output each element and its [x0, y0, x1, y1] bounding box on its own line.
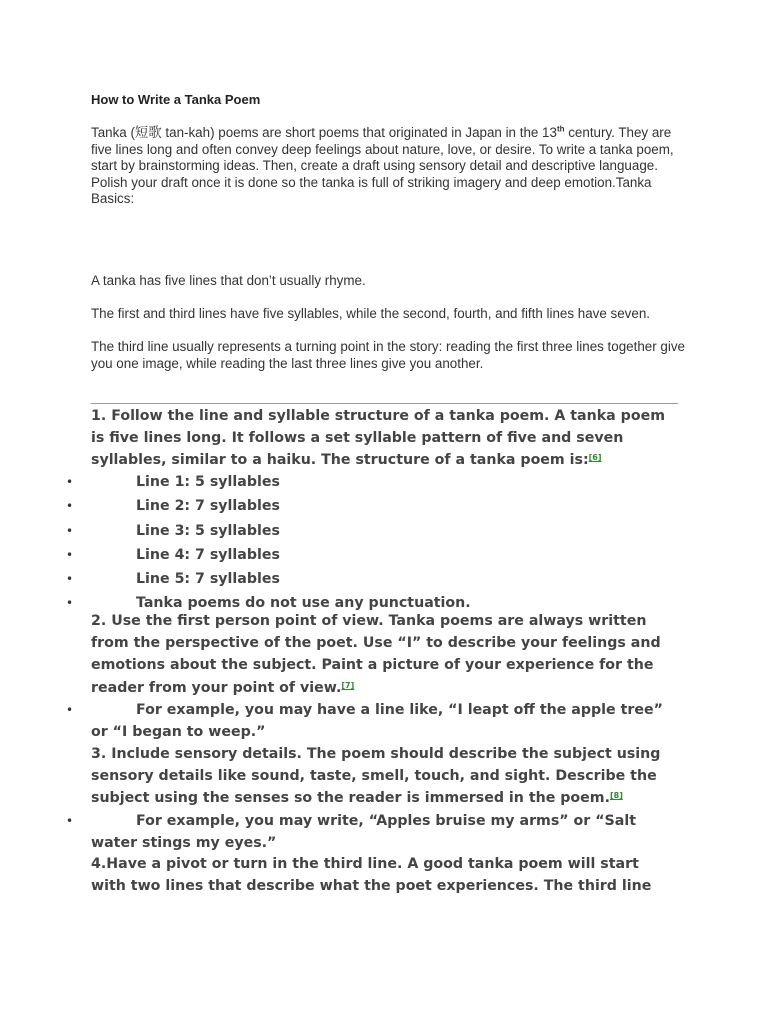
list-item	[0, 495, 768, 517]
step-3-paragraph	[91, 743, 671, 810]
list-item	[0, 520, 768, 542]
intro-superscript: th	[556, 124, 565, 134]
reference-link-8[interactable]: [8]	[609, 791, 623, 801]
document-title: How to Write a Tanka Poem	[91, 92, 261, 107]
bullet-icon: •	[66, 596, 74, 610]
step-1-paragraph	[91, 405, 671, 472]
basics-line-2: The first and third lines have five syllables, while the second, fourth, and fifth lines have seven.	[91, 306, 650, 321]
intro-paragraph	[91, 125, 681, 208]
step-1-text: 1. Follow the line and syllable structure of a tanka poem. A tanka poem is five lines long. It follows a set syllable pattern of five and seven syllables, similar to a haiku. The structure of a tanka poem is:	[91, 408, 665, 469]
intro-text-part1: Tanka (短歌 tan-kah) poems are short poems that originated in Japan in the 13	[91, 125, 557, 140]
reference-link-7[interactable]: [7]	[341, 680, 355, 690]
intro-text-part2: century. They are five lines long and often convey deep feelings about nature, love, or desire. To write a tanka poem, start by brainstorming ideas. Then, create a draft using sensory detail and descriptive language. Polish your draft once it is done so the tanka is full of striking imagery and deep emotion.Tanka Basics:	[91, 125, 674, 207]
bullet-icon: •	[66, 475, 74, 489]
bullet-icon: •	[66, 572, 74, 586]
list-item-text: For example, you may write, “Apples bruise my arms” or “Salt water stings my eyes.”	[91, 813, 636, 852]
step-2-text: 2. Use the first person point of view. Tanka poems are always written from the perspective of the poet. Use “I” to describe your feelings and emotions about the subject. Paint a picture of your experience for the reader from your point of view.	[91, 613, 661, 696]
list-item	[0, 544, 768, 566]
step-3-text: 3. Include sensory details. The poem should describe the subject using sensory details like sound, taste, smell, touch, and sight. Describe the subject using the senses so the reader is immersed in the poem.	[91, 746, 661, 807]
list-item-text: Line 4: 7 syllables	[136, 547, 280, 563]
list-item-text: Tanka poems do not use any punctuation.	[136, 595, 471, 611]
step-4-paragraph: 4.Have a pivot or turn in the third line. A good tanka poem will start with two lines that describe what the poet experiences. The third line	[91, 856, 652, 895]
bullet-icon: •	[66, 814, 74, 828]
list-item-text: Line 1: 5 syllables	[136, 474, 280, 490]
list-item-text: For example, you may have a line like, “I leapt off the apple tree” or “I began to weep.”	[91, 702, 663, 741]
bullet-icon: •	[66, 703, 74, 717]
list-item-text: Line 5: 7 syllables	[136, 571, 280, 587]
bullet-icon: •	[66, 499, 74, 513]
bullet-icon: •	[66, 524, 74, 538]
list-item-text: Line 3: 5 syllables	[136, 523, 280, 539]
step-2-paragraph	[91, 610, 671, 699]
reference-link-6[interactable]: [6]	[588, 453, 602, 463]
bullet-icon: •	[66, 548, 74, 562]
horizontal-divider	[91, 403, 678, 404]
basics-line-1: A tanka has five lines that don’t usually rhyme.	[91, 273, 366, 288]
list-item	[0, 471, 768, 493]
basics-line-3: The third line usually represents a turning point in the story: reading the first three lines together give you one image, while reading the last three lines give you another.	[91, 339, 685, 371]
list-item-text: Line 2: 7 syllables	[136, 498, 280, 514]
list-item	[0, 568, 768, 590]
